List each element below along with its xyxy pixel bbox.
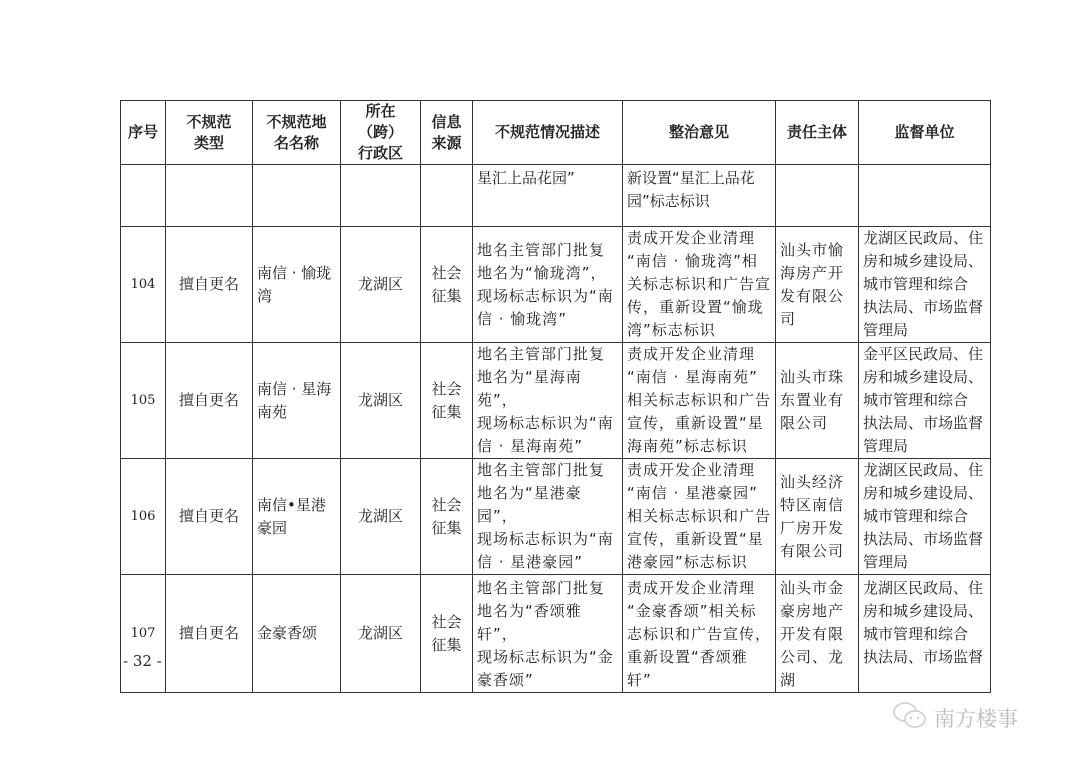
cell-responsible: 汕头市愉 海房产开 发有限公 司 [776, 227, 859, 343]
header-opinion: 整治意见 [623, 101, 776, 165]
cell-name: 南信 · 愉珑 湾 [253, 227, 341, 343]
header-type: 不规范 类型 [166, 101, 253, 165]
table-row [121, 343, 991, 459]
cell-source: 社会 征集 [421, 343, 473, 459]
page-number: - 32 - [123, 652, 162, 670]
cell-name: 南信•星港 豪园 [253, 459, 341, 575]
cell-no: 105 [121, 343, 166, 459]
header-supervisor: 监督单位 [859, 101, 991, 165]
cell-type: 擅自更名 [166, 227, 253, 343]
cell-type: 擅自更名 [166, 459, 253, 575]
cell-type: 擅自更名 [166, 575, 253, 693]
cell-district: 龙湖区 [341, 227, 421, 343]
cell-source: 社会 征集 [421, 575, 473, 693]
wechat-icon [892, 700, 928, 735]
brand-name: 南方楼事 [934, 706, 1018, 731]
header-responsible: 责任主体 [776, 101, 859, 165]
cell-district: 龙湖区 [341, 459, 421, 575]
cell-opinion: 责成开发企业清理 “金豪香颂”相关标 志标识和广告宣传， 重新设置“香颂雅轩” [623, 575, 776, 693]
header-description: 不规范情况描述 [473, 101, 623, 165]
cell-source: 社会 征集 [421, 227, 473, 343]
rectification-table [120, 100, 991, 693]
cell-description: 地名主管部门批复 地名为“星港豪园”， 现场标志标识为“南 信 · 星港豪园” [473, 459, 623, 575]
cell-no: 106 [121, 459, 166, 575]
cell-responsible: 汕头经济 特区南信 厂房开发 有限公司 [776, 459, 859, 575]
header-district: 所在（跨） 行政区 [341, 101, 421, 165]
cell-opinion: 责成开发企业清理 “南信 · 星港豪园” 相关标志标识和广告 宣传，重新设置“星 港豪园”标志标识 [623, 459, 776, 575]
cell-responsible: 汕头市金 豪房地产 开发有限 公司、龙湖 [776, 575, 859, 693]
brand-watermark [892, 700, 1018, 735]
cell-source: 社会 征集 [421, 459, 473, 575]
cell-no: 107 [121, 575, 166, 693]
header-name: 不规范地 名名称 [253, 101, 341, 165]
cell-opinion: 责成开发企业清理 “南信 · 星海南苑” 相关标志标识和广告 宣传，重新设置“星 海南苑”标志标识 [623, 343, 776, 459]
table-row [121, 227, 991, 343]
table-header-row [121, 101, 991, 165]
header-source: 信息 来源 [421, 101, 473, 165]
cell-supervisor: 龙湖区民政局、住 房和城乡建设局、 城市管理和综合 执法局、市场监督 [859, 575, 991, 693]
cell-opinion: 责成开发企业清理 “南信 · 愉珑湾”相 关标志标识和广告宣 传，重新设置“愉珑 湾”标志标识 [623, 227, 776, 343]
cell-opinion: 新设置“星汇上品花 园”标志标识 [623, 165, 776, 227]
cell-supervisor: 龙湖区民政局、住 房和城乡建设局、 城市管理和综合 执法局、市场监督 管理局 [859, 227, 991, 343]
continuation-row [121, 165, 991, 227]
cell-district: 龙湖区 [341, 343, 421, 459]
cell-name: 金豪香颂 [253, 575, 341, 693]
cell-supervisor: 金平区民政局、住 房和城乡建设局、 城市管理和综合 执法局、市场监督 管理局 [859, 343, 991, 459]
cell-description: 地名主管部门批复 地名为“星海南苑”， 现场标志标识为“南 信 · 星海南苑” [473, 343, 623, 459]
cell-type: 擅自更名 [166, 343, 253, 459]
cell-district: 龙湖区 [341, 575, 421, 693]
cell-description: 星汇上品花园” [473, 165, 623, 227]
cell-no: 104 [121, 227, 166, 343]
header-no: 序号 [121, 101, 166, 165]
cell-description: 地名主管部门批复 地名为“愉珑湾”， 现场标志标识为“南 信 · 愉珑湾” [473, 227, 623, 343]
table-row [121, 575, 991, 693]
cell-responsible: 汕头市珠 东置业有 限公司 [776, 343, 859, 459]
table-row [121, 459, 991, 575]
cell-description: 地名主管部门批复 地名为“香颂雅轩”， 现场标志标识为“金 豪香颂” [473, 575, 623, 693]
cell-name: 南信 · 星海 南苑 [253, 343, 341, 459]
cell-supervisor: 龙湖区民政局、住 房和城乡建设局、 城市管理和综合 执法局、市场监督 管理局 [859, 459, 991, 575]
